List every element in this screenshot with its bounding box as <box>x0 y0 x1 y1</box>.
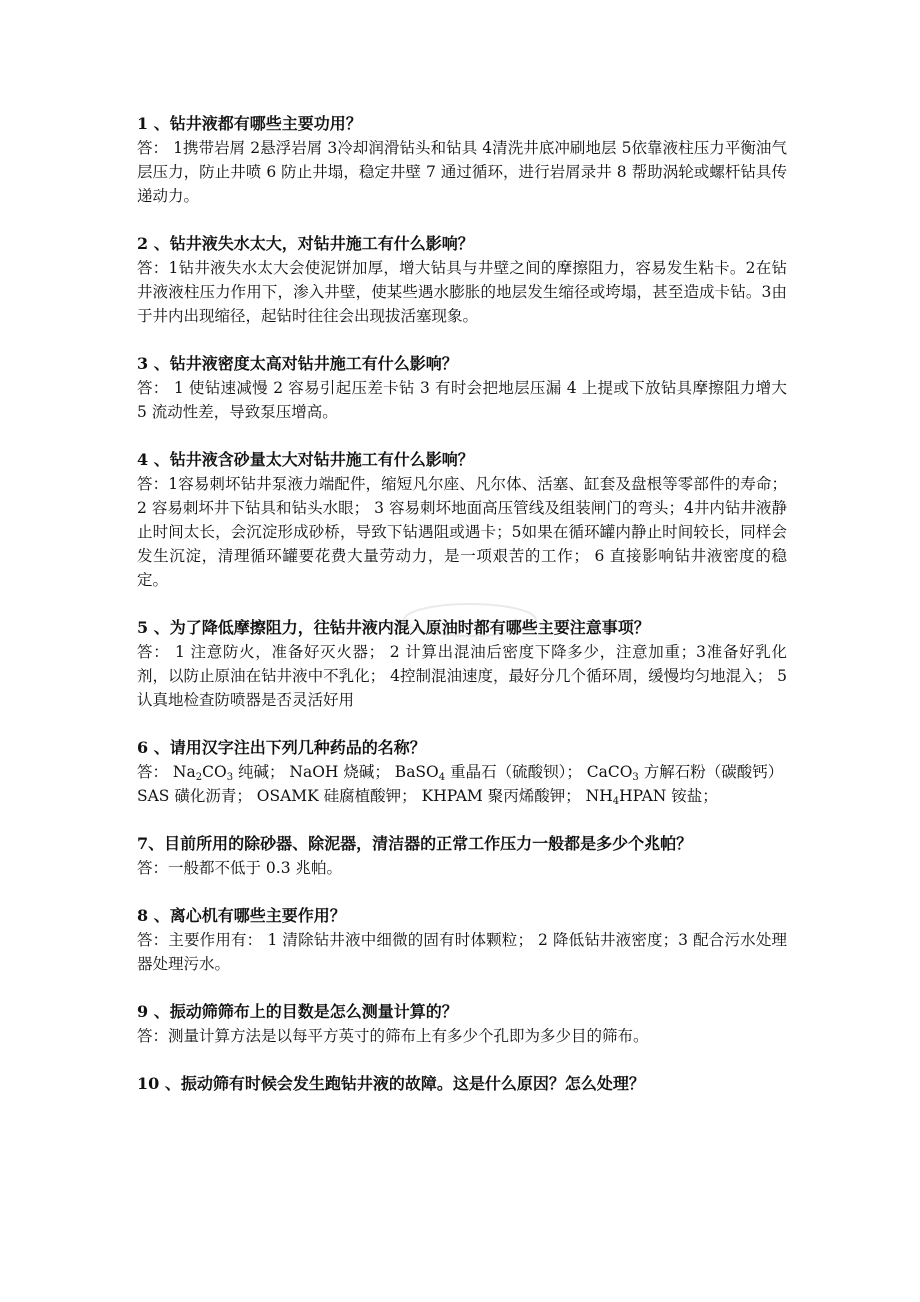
answer-4: 答：1容易刺坏钻井泵液力端配件，缩短凡尔座、凡尔体、活塞、缸套及盘根等零部件的寿命； 2 容易刺坏井下钻具和钻头水眼； 3 容易刺坏地面高压管线及组装闸门的弯头；4井内钻井液静止时间太长，会沉淀形成砂桥，导致下钻遇阻或遇卡；5如果在循环罐内静止时间较长，同样会发生沉淀，清理循环罐要花费大量劳动力，是一项艰苦的工作； 6 直接影响钻井液密度的稳定。 <box>137 475 787 589</box>
question-9: 9 、振动筛筛布上的目数是怎么测量计算的？ <box>137 1002 458 1021</box>
answer-2: 答：1钻井液失水太大会使泥饼加厚，增大钻具与井壁之间的摩擦阻力，容易发生粘卡。2在钻井液液柱压力作用下，渗入井壁，使某些遇水膨胀的地层发生缩径或垮塌，甚至造成卡钻。3由于井内出现缩径，起钻时往往会出现拔活塞现象。 <box>137 259 787 325</box>
chem-subscript: 4 <box>612 796 620 807</box>
answer-5: 答： 1 注意防火，准备好灭火器； 2 计算出混油后密度下降多少，注意加重；3准备好乳化剂，以防止原油在钻井液中不乳化； 4控制混油速度，最好分几个循环周，缓慢均匀地混入； 5 认真地检查防喷器是否灵活好用 <box>137 643 787 709</box>
qa-item-6 <box>137 736 787 808</box>
qa-item-1 <box>137 112 787 208</box>
answer-6-line-2 <box>137 784 787 808</box>
answer-7: 答：一般都不低于 0.3 兆帕。 <box>137 859 343 877</box>
chem-text: CO <box>202 763 227 781</box>
question-8: 8 、离心机有哪些主要作用？ <box>137 906 346 925</box>
question-10: 10 、振动筛有时候会发生跑钻井液的故障。这是什么原因？怎么处理？ <box>137 1074 645 1093</box>
chem-subscript: 3 <box>226 772 234 783</box>
question-3: 3 、钻井液密度太高对钻井施工有什么影响？ <box>137 354 458 373</box>
chem-subscript: 3 <box>632 772 639 783</box>
chem-text: 重晶石（硫酸钡）； CaCO <box>445 763 633 781</box>
question-7: 7、目前所用的除砂器、除泥器，清洁器的正常工作压力一般都是多少个兆帕？ <box>137 834 693 853</box>
question-6: 6 、请用汉字注出下列几种药品的名称？ <box>137 738 426 757</box>
qa-item-3 <box>137 352 787 424</box>
chem-subscript: 4 <box>438 772 446 783</box>
answer-6-line-1 <box>137 760 787 784</box>
chem-text: SAS 磺化沥青； OSAMK 硅腐植酸钾； KHPAM 聚丙烯酸钾； NH <box>137 787 613 805</box>
question-5: 5 、为了降低摩擦阻力，往钻井液内混入原油时都有哪些主要注意事项？ <box>137 618 650 637</box>
question-2: 2 、钻井液失水太大，对钻井施工有什么影响？ <box>137 234 474 253</box>
watermark-icon <box>400 600 540 640</box>
chem-text: 方解石粉（碳酸钙） <box>638 763 784 781</box>
chem-text: 纯碱； NaOH 烧碱； BaSO <box>233 763 439 781</box>
qa-item-10 <box>137 1072 787 1096</box>
qa-item-7 <box>137 832 787 880</box>
chem-subscript: 2 <box>195 772 203 783</box>
qa-item-9 <box>137 1000 787 1048</box>
question-1: 1 、钻井液都有哪些主要功用？ <box>137 114 362 133</box>
qa-item-2 <box>137 232 787 328</box>
qa-item-8 <box>137 904 787 976</box>
question-4: 4 、钻井液含砂量太大对钻井施工有什么影响？ <box>137 450 474 469</box>
answer-1: 答： 1携带岩屑 2悬浮岩屑 3冷却润滑钻头和钻具 4清洗井底冲刷地层 5依靠液柱压力平衡油气层压力，防止井喷 6 防止井塌，稳定井壁 7 通过循环，进行岩屑录井 8 帮助涡轮或螺杆钻具传递动力。 <box>137 139 787 205</box>
answer-8: 答：主要作用有： 1 清除钻井液中细微的固有时体颗粒； 2 降低钻井液密度；3 配合污水处理器处理污水。 <box>137 931 787 973</box>
qa-item-4 <box>137 448 787 592</box>
chem-text: HPAN 铵盐； <box>619 787 718 805</box>
answer-3: 答： 1 使钻速减慢 2 容易引起压差卡钻 3 有时会把地层压漏 4 上提或下放钻具摩擦阻力增大 5 流动性差，导致泵压增高。 <box>137 379 787 421</box>
answer-9: 答：测量计算方法是以每平方英寸的筛布上有多少个孔即为多少目的筛布。 <box>137 1027 649 1045</box>
chem-text: 答： Na <box>137 763 196 781</box>
